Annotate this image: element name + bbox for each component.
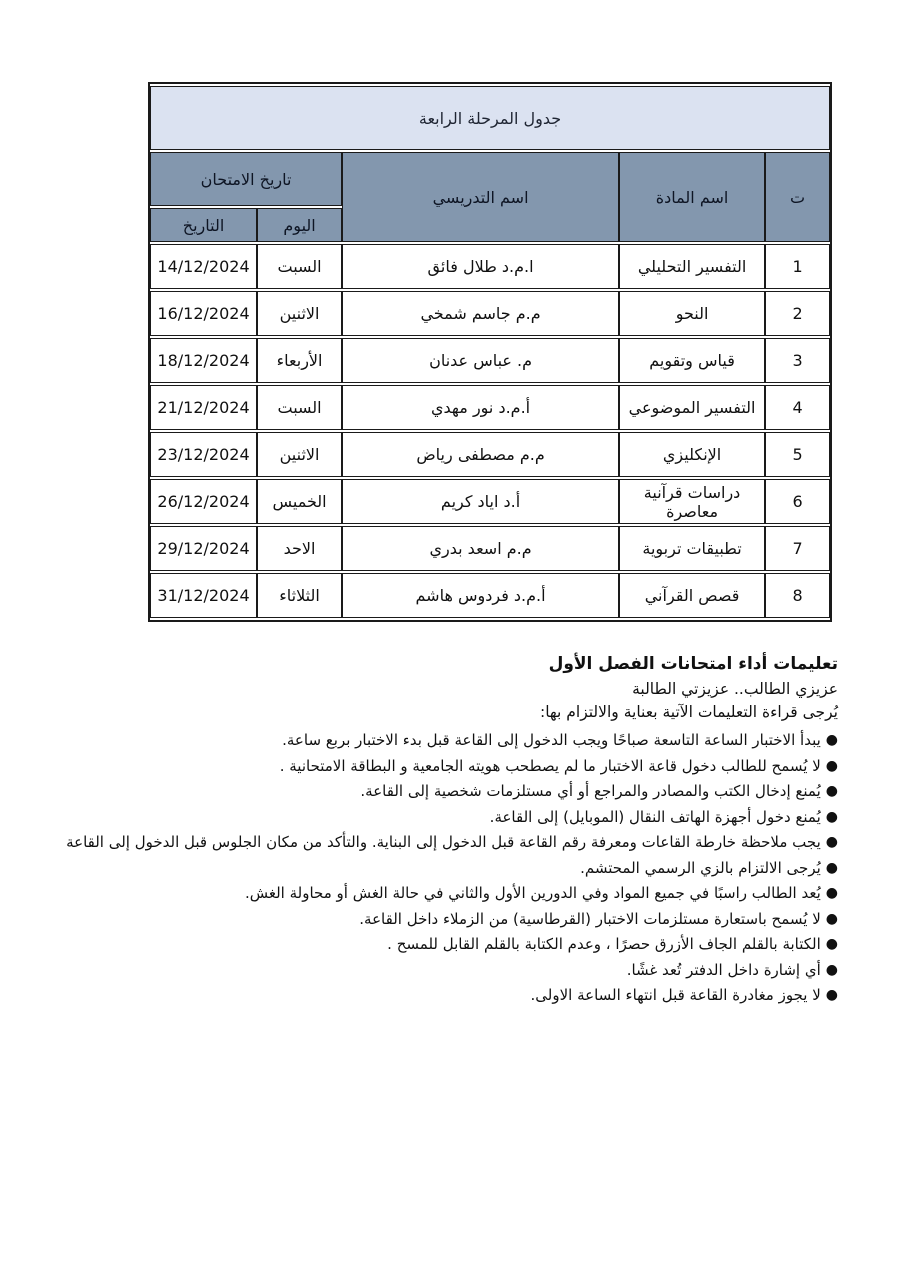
- table-title: جدول المرحلة الرابعة: [150, 86, 830, 150]
- table-row: [150, 291, 830, 336]
- cell-teacher: م.م مصطفى رياض: [342, 432, 619, 477]
- col-header-date: التاريخ: [150, 208, 257, 242]
- cell-index: 6: [765, 479, 830, 524]
- cell-date: 26/12/2024: [150, 479, 257, 524]
- cell-day: السبت: [257, 385, 342, 430]
- instruction-text: لا يُسمح للطالب دخول قاعة الاختبار ما لم يصطحب هويته الجامعية و البطاقة الامتحانية .: [279, 756, 821, 775]
- cell-index: 7: [765, 526, 830, 571]
- table-row: [150, 385, 830, 430]
- instruction-text: يُرجى الالتزام بالزي الرسمي المحتشم.: [580, 858, 821, 877]
- cell-subject: النحو: [619, 291, 765, 336]
- instructions-list: [68, 728, 838, 1009]
- cell-date: 21/12/2024: [150, 385, 257, 430]
- bullet-icon: ●: [825, 808, 838, 825]
- table-row: [150, 526, 830, 571]
- instruction-text: يُعد الطالب راسبًا في جميع المواد وفي الدورين الأول والثاني في حالة الغش أو محاولة الغش.: [244, 884, 821, 902]
- instruction-text: يُمنع دخول أجهزة الهاتف النقال (الموبايل) إلى القاعة.: [489, 807, 821, 826]
- instruction-item: [68, 983, 838, 1009]
- table-row: [150, 244, 830, 289]
- bullet-icon: ●: [825, 961, 838, 978]
- instruction-text: يبدأ الاختبار الساعة التاسعة صباحًا ويجب الدخول إلى القاعة قبل بدء الاختبار بربع ساعة.: [282, 731, 821, 749]
- table-row: [150, 573, 830, 618]
- instruction-text: لا يُسمح باستعارة مستلزمات الاختبار (القرطاسية) من الزملاء داخل القاعة.: [359, 909, 821, 928]
- table-title-row: [150, 86, 830, 150]
- col-header-day: اليوم: [257, 208, 342, 242]
- cell-index: 5: [765, 432, 830, 477]
- cell-subject: التفسير الموضوعي: [619, 385, 765, 430]
- cell-index: 4: [765, 385, 830, 430]
- instruction-item: [68, 932, 838, 958]
- cell-subject: تطبيقات تربوية: [619, 526, 765, 571]
- cell-teacher: أ.م.د فردوس هاشم: [342, 573, 619, 618]
- cell-date: 23/12/2024: [150, 432, 257, 477]
- instruction-text: يجب ملاحظة خارطة القاعات ومعرفة رقم القاعة قبل الدخول إلى البناية. والتأكد من مكان الجلوس قبل الدخول إلى القاعة: [66, 833, 821, 851]
- cell-date: 31/12/2024: [150, 573, 257, 618]
- instruction-item: [68, 779, 838, 805]
- table-row: [150, 479, 830, 524]
- instruction-item: [68, 805, 838, 831]
- cell-index: 8: [765, 573, 830, 618]
- instructions-section: [68, 652, 838, 1009]
- cell-date: 29/12/2024: [150, 526, 257, 571]
- col-header-index: ت: [765, 152, 830, 242]
- instructions-heading: تعليمات أداء امتحانات الفصل الأول: [548, 654, 838, 674]
- table-row: [150, 432, 830, 477]
- cell-subject: قصص القرآني: [619, 573, 765, 618]
- cell-day: الاثنين: [257, 432, 342, 477]
- cell-index: 1: [765, 244, 830, 289]
- instruction-item: [68, 830, 838, 856]
- instructions-intro-line: عزيزي الطالب.. عزيزتي الطالبة: [632, 680, 838, 698]
- cell-index: 2: [765, 291, 830, 336]
- cell-teacher: م. عباس عدنان: [342, 338, 619, 383]
- instruction-item: [68, 856, 838, 882]
- cell-date: 16/12/2024: [150, 291, 257, 336]
- bullet-icon: ●: [825, 987, 838, 1003]
- instruction-text: أي إشارة داخل الدفتر تُعد غشًا.: [626, 960, 821, 979]
- col-header-subject: اسم المادة: [619, 152, 765, 242]
- col-header-teacher: اسم التدريسي: [342, 152, 619, 242]
- cell-day: الاثنين: [257, 291, 342, 336]
- table-header-row: [150, 152, 830, 206]
- cell-date: 18/12/2024: [150, 338, 257, 383]
- instruction-text: لا يجوز مغادرة القاعة قبل انتهاء الساعة الاولى.: [530, 986, 821, 1004]
- bullet-icon: ●: [825, 859, 838, 876]
- instruction-item: [68, 881, 838, 907]
- instruction-item: [68, 907, 838, 933]
- cell-teacher: أ.د اياد كريم: [342, 479, 619, 524]
- instruction-text: يُمنع إدخال الكتب والمصادر والمراجع أو أي مستلزمات شخصية إلى القاعة.: [360, 782, 821, 800]
- cell-index: 3: [765, 338, 830, 383]
- exam-schedule-table: [148, 82, 832, 622]
- instruction-item: [68, 728, 838, 754]
- cell-day: الثلاثاء: [257, 573, 342, 618]
- cell-teacher: م.م اسعد بدري: [342, 526, 619, 571]
- bullet-icon: ●: [825, 885, 838, 901]
- bullet-icon: ●: [825, 757, 838, 774]
- cell-day: الاحد: [257, 526, 342, 571]
- col-header-exam-date-group: تاريخ الامتحان: [150, 152, 342, 206]
- instruction-item: [68, 958, 838, 984]
- cell-date: 14/12/2024: [150, 244, 257, 289]
- cell-subject: الإنكليزي: [619, 432, 765, 477]
- table-row: [150, 338, 830, 383]
- bullet-icon: ●: [825, 783, 838, 799]
- cell-teacher: أ.م.د نور مهدي: [342, 385, 619, 430]
- bullet-icon: ●: [825, 834, 838, 850]
- instruction-text: الكتابة بالقلم الجاف الأزرق حصرًا ، وعدم الكتابة بالقلم القابل للمسح .: [387, 935, 821, 953]
- bullet-icon: ●: [825, 936, 838, 952]
- cell-teacher: م.م جاسم شمخي: [342, 291, 619, 336]
- cell-day: الخميس: [257, 479, 342, 524]
- cell-day: السبت: [257, 244, 342, 289]
- cell-subject: دراسات قرآنية معاصرة: [619, 479, 765, 524]
- cell-teacher: ا.م.د طلال فائق: [342, 244, 619, 289]
- instructions-intro-line: يُرجى قراءة التعليمات الآتية بعناية والالتزام بها:: [539, 703, 838, 721]
- cell-subject: قياس وتقويم: [619, 338, 765, 383]
- instruction-item: [68, 754, 838, 780]
- cell-day: الأربعاء: [257, 338, 342, 383]
- bullet-icon: ●: [825, 910, 838, 927]
- bullet-icon: ●: [825, 732, 838, 748]
- cell-subject: التفسير التحليلي: [619, 244, 765, 289]
